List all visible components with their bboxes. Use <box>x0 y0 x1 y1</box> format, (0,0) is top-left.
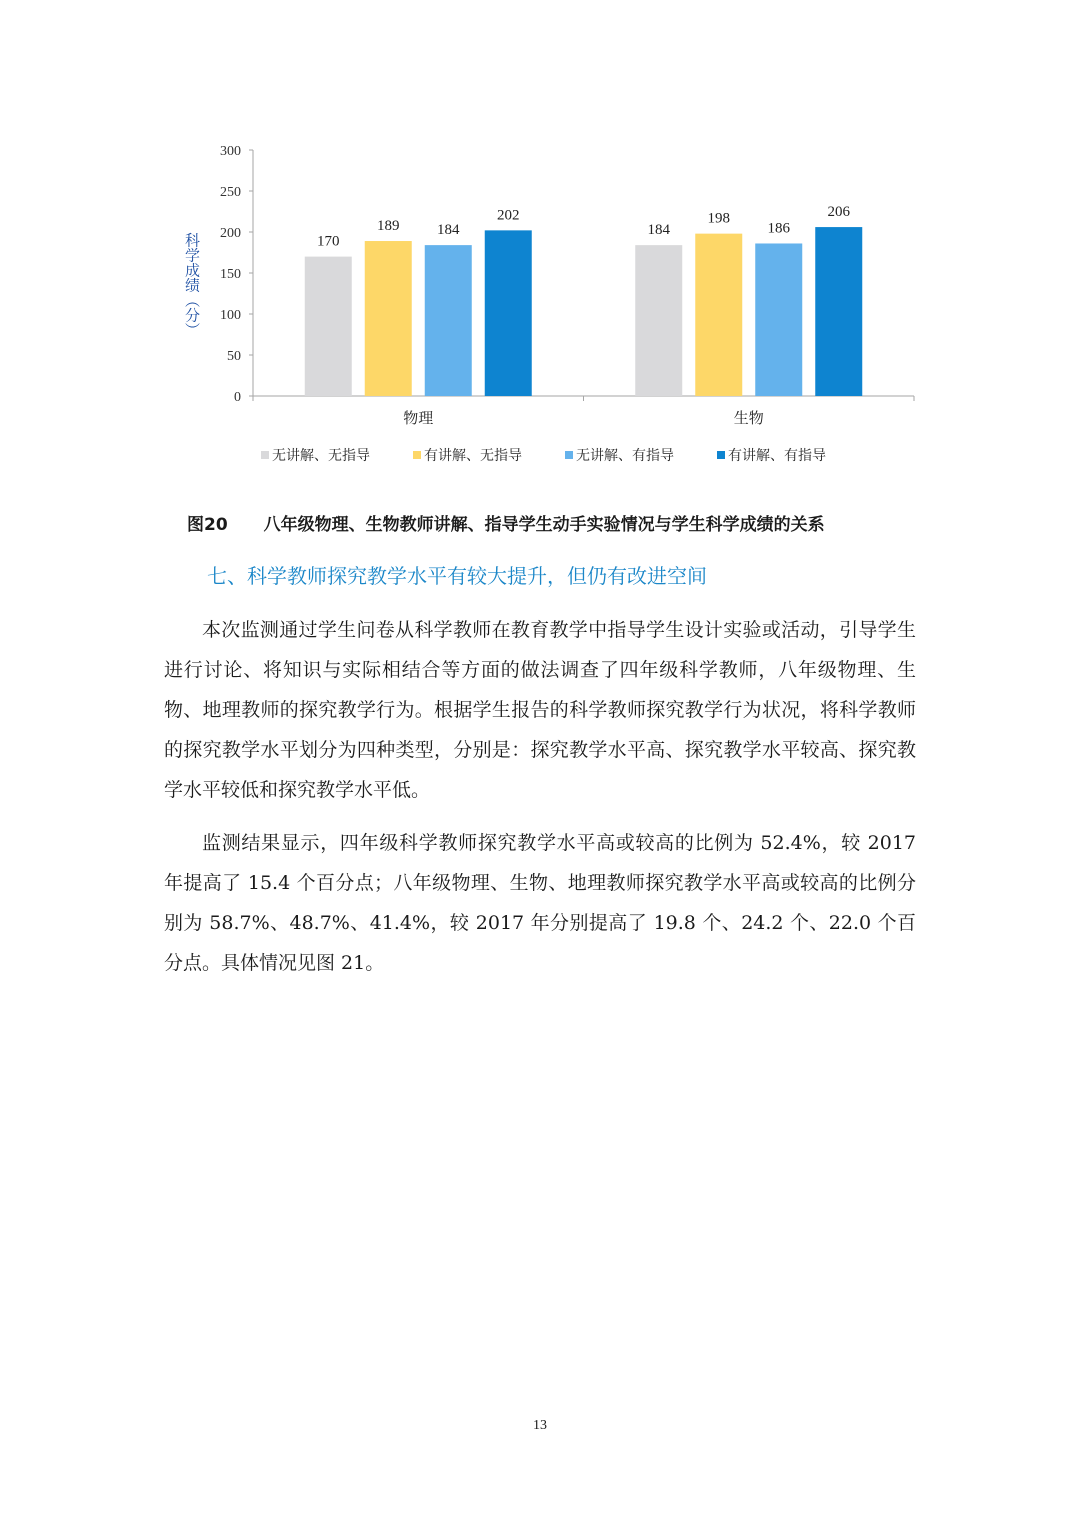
data-label: 170 <box>317 233 340 250</box>
y-tick-label: 0 <box>234 390 241 405</box>
legend-label: 无讲解、无指导 <box>272 448 370 464</box>
data-label: 184 <box>647 222 670 239</box>
legend-swatch <box>565 451 573 459</box>
data-label: 189 <box>377 218 400 235</box>
data-label: 198 <box>707 210 730 227</box>
y-tick-label: 100 <box>220 308 241 323</box>
legend-swatch <box>261 451 269 459</box>
bar <box>365 241 412 396</box>
y-tick-label: 200 <box>220 226 241 241</box>
paragraph-1: 本次监测通过学生问卷从科学教师在教育教学中指导学生设计实验或活动，引导学生进行讨论、将知识与实际相结合等方面的做法调查了四年级科学教师，八年级物理、生物、地理教师的探究教学行为。根据学生报告的科学教师探究教学行为状况，将科学教师的探究教学水平划分为四种类型，分别是：探究教学水平高、探究教学水平较高、探究教学水平较低和探究教学水平低。 <box>164 619 916 801</box>
bar <box>305 257 352 396</box>
data-label: 184 <box>437 222 460 239</box>
data-label: 202 <box>497 207 520 224</box>
section-heading: 七、科学教师探究教学水平有较大提升，但仍有改进空间 <box>207 564 707 588</box>
y-tick-label: 50 <box>227 349 241 364</box>
legend-swatch <box>717 451 725 459</box>
x-category-label: 物理 <box>403 409 434 427</box>
bar <box>815 227 862 396</box>
bar <box>485 230 532 396</box>
y-axis-label: 科学成绩（分） <box>183 232 201 338</box>
page-number: 13 <box>533 1418 547 1433</box>
data-label: 206 <box>827 204 850 221</box>
figure-title: 八年级物理、生物教师讲解、指导学生动手实验情况与学生科学成绩的关系 <box>263 515 825 535</box>
figure-caption <box>187 510 947 535</box>
bar-chart <box>0 0 1080 490</box>
paragraph-2: 监测结果显示，四年级科学教师探究教学水平高或较高的比例为 52.4%，较 2017 年提高了 15.4 个百分点；八年级物理、生物、地理教师探究教学水平高或较高的比例分别为 58.7%、48.7%、41.4%，较 2017 年分别提高了 19.8 个、24.2 个、22.0 个百分点。具体情况见图 21。 <box>164 832 916 974</box>
y-tick-label: 250 <box>220 185 241 200</box>
bar <box>755 243 802 396</box>
bar <box>695 234 742 396</box>
y-tick-label: 300 <box>220 144 241 159</box>
figure-number: 图20 <box>187 515 228 535</box>
bar <box>425 245 472 396</box>
legend-label: 有讲解、无指导 <box>424 448 522 464</box>
bar <box>635 245 682 396</box>
data-label: 186 <box>767 220 790 237</box>
y-tick-label: 150 <box>220 267 241 282</box>
x-category-label: 生物 <box>733 409 764 427</box>
legend-swatch <box>413 451 421 459</box>
legend-label: 无讲解、有指导 <box>576 448 674 464</box>
legend-label: 有讲解、有指导 <box>728 448 826 464</box>
